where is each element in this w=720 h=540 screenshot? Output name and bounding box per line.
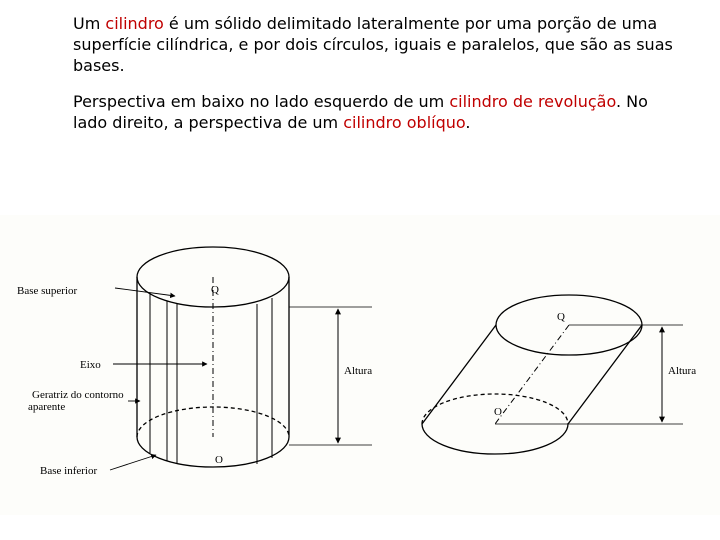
bottom-base-front-arc <box>137 437 289 467</box>
paragraph1-text-a: Um <box>73 14 106 33</box>
pointer-base-inferior <box>110 455 156 470</box>
cylinders-figure <box>0 215 720 515</box>
oblique-cylinder-labels <box>494 311 696 418</box>
definition-paragraph <box>73 13 673 76</box>
right-contour-generatrix <box>568 325 642 424</box>
oblique-cylinder <box>422 295 683 454</box>
pointer-base-superior <box>115 288 175 296</box>
point-q-left: Q <box>211 284 219 296</box>
right-cylinder <box>110 247 372 470</box>
label-geratriz-line1: Geratriz do contorno <box>32 389 124 401</box>
term-cilindro-de-revolucao: cilindro de revolução <box>449 92 616 111</box>
label-base-inferior: Base inferior <box>40 465 98 477</box>
label-base-superior: Base superior <box>17 285 78 297</box>
paragraph2-text-b: . No lado direito, a perspectiva de um <box>73 92 648 132</box>
label-altura-left: Altura <box>344 365 373 377</box>
left-contour-generatrix <box>422 325 496 424</box>
point-q-right: Q <box>557 311 565 323</box>
label-altura-right: Altura <box>668 365 697 377</box>
label-eixo: Eixo <box>80 359 101 371</box>
paragraph2-text-a: Perspectiva em baixo no lado esquerdo de um <box>73 92 450 111</box>
label-geratriz-line2: aparente <box>28 401 66 413</box>
right-cylinder-labels <box>17 284 372 477</box>
paragraph1-text-b: é um sólido delimitado lateralmente por uma porção de uma superfície cilíndrica, e por dois círculos, iguais e paralelos, que são as suas bases. <box>73 14 673 75</box>
perspective-paragraph <box>73 91 673 133</box>
term-cilindro-obliquo: cilindro oblíquo <box>343 113 466 132</box>
paragraph2-text-c: . <box>465 113 471 132</box>
point-o-right: O <box>494 406 502 418</box>
bottom-base-front-arc <box>422 424 568 454</box>
point-o-left: O <box>215 454 223 466</box>
term-cilindro: cilindro <box>105 14 164 33</box>
